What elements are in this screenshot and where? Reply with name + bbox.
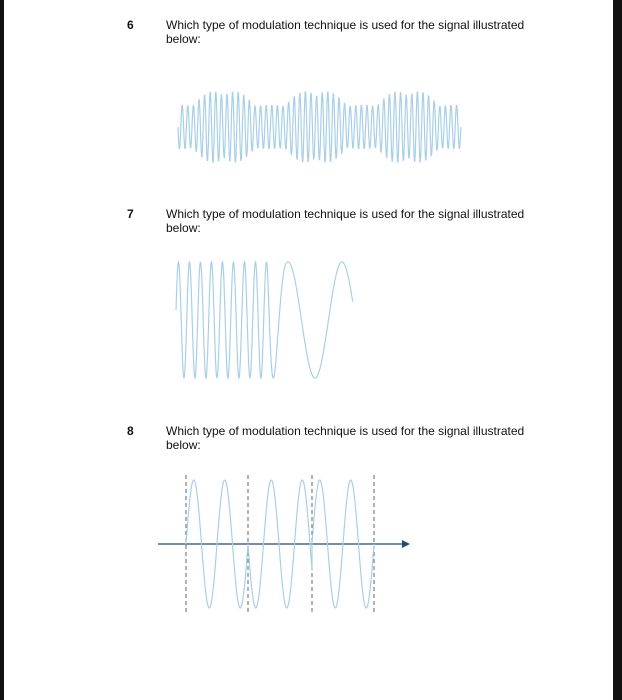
time-axis-arrow (402, 540, 410, 548)
bit-boundary-lines (186, 475, 374, 615)
question-8-text: Which type of modulation technique is used for the signal illustrated below: (166, 424, 525, 452)
question-8-number: 8 (127, 424, 134, 438)
question-7-number: 7 (127, 207, 134, 221)
question-6-text: Which type of modulation technique is used for the signal illustrated below: (166, 18, 525, 46)
question-6-number: 6 (127, 18, 134, 32)
question-7-text: Which type of modulation technique is used for the signal illustrated below: (166, 207, 525, 235)
